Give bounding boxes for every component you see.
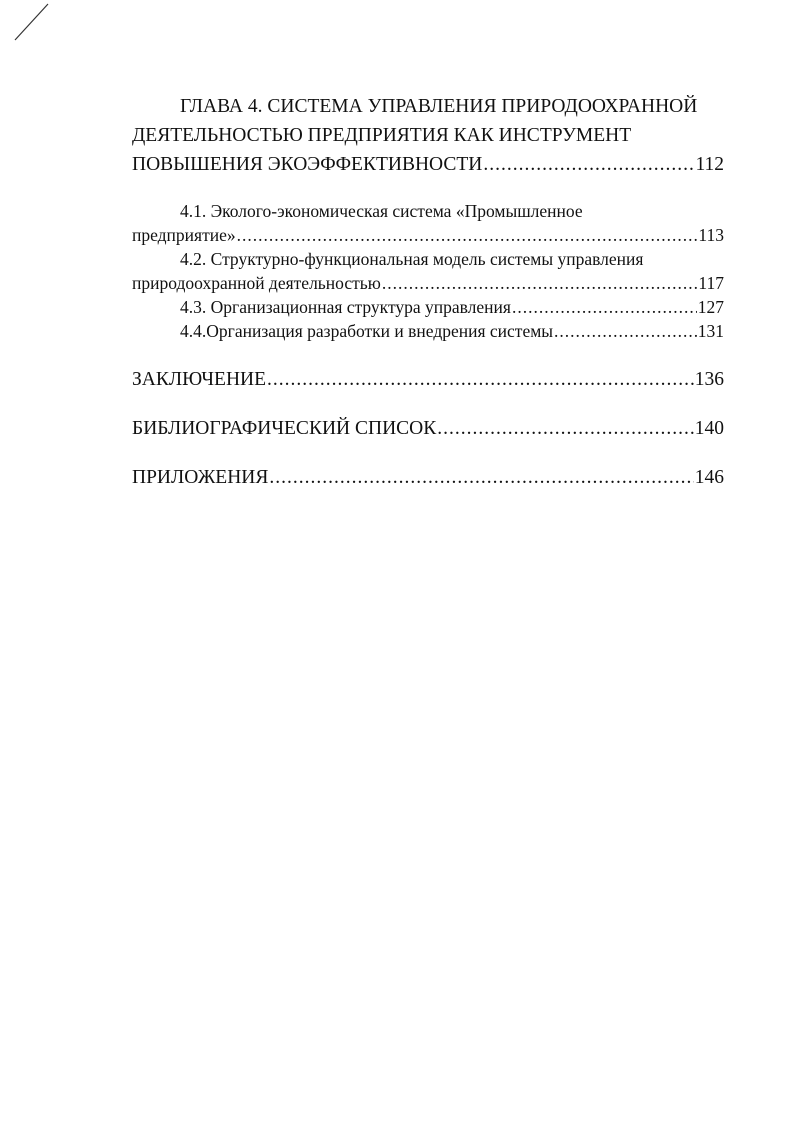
dot-leader xyxy=(512,295,697,319)
page-number: 117 xyxy=(698,273,724,293)
pen-stroke-mark xyxy=(12,0,52,44)
dot-leader xyxy=(237,223,698,247)
page-number: 127 xyxy=(697,297,724,317)
section-4-2-line-2: природоохранной деятельностью xyxy=(132,273,381,293)
conclusion-label: ЗАКЛЮЧЕНИЕ xyxy=(132,369,267,390)
dot-leader xyxy=(382,271,698,295)
page-number: 146 xyxy=(694,467,724,488)
section-4-4-title: 4.4.Организация разработки и внедрения системы xyxy=(180,321,554,341)
page-number: 113 xyxy=(698,225,724,245)
dot-leader xyxy=(483,150,694,179)
toc-entry-section-4-2 xyxy=(132,271,724,295)
chapter-title-line-3: ПОВЫШЕНИЯ ЭКОЭФФЕКТИВНОСТИ xyxy=(132,154,483,175)
section-4-1-line-1: 4.1. Эколого-экономическая система «Промышленное xyxy=(180,201,583,221)
page-number: 136 xyxy=(694,369,724,390)
toc-entry-bibliography xyxy=(132,414,724,443)
dot-leader xyxy=(269,463,693,492)
bibliography-label: БИБЛИОГРАФИЧЕСКИЙ СПИСОК xyxy=(132,418,437,439)
page-number: 131 xyxy=(697,321,724,341)
toc-entry-chapter-4 xyxy=(132,150,724,179)
dot-leader xyxy=(267,365,694,394)
section-4-3-title: 4.3. Организационная структура управления xyxy=(180,297,511,317)
page-number: 140 xyxy=(694,418,724,439)
toc-entry-appendices xyxy=(132,463,724,492)
appendices-label: ПРИЛОЖЕНИЯ xyxy=(132,467,269,488)
dot-leader xyxy=(554,319,697,343)
table-of-contents xyxy=(132,92,724,492)
chapter-title-line-2: ДЕЯТЕЛЬНОСТЬЮ ПРЕДПРИЯТИЯ КАК ИНСТРУМЕНТ xyxy=(132,125,632,146)
section-4-2-line-1: 4.2. Структурно-функциональная модель системы управления xyxy=(180,249,644,269)
toc-entry-conclusion xyxy=(132,365,724,394)
toc-entry-section-4-3 xyxy=(132,295,724,319)
section-4-1-line-2: предприятие» xyxy=(132,225,236,245)
chapter-title-line-1: ГЛАВА 4. СИСТЕМА УПРАВЛЕНИЯ ПРИРОДООХРАННОЙ xyxy=(180,96,698,117)
dot-leader xyxy=(437,414,694,443)
toc-entry-section-4-4 xyxy=(132,319,724,343)
page-number: 112 xyxy=(695,154,724,175)
toc-entry-section-4-1 xyxy=(132,223,724,247)
